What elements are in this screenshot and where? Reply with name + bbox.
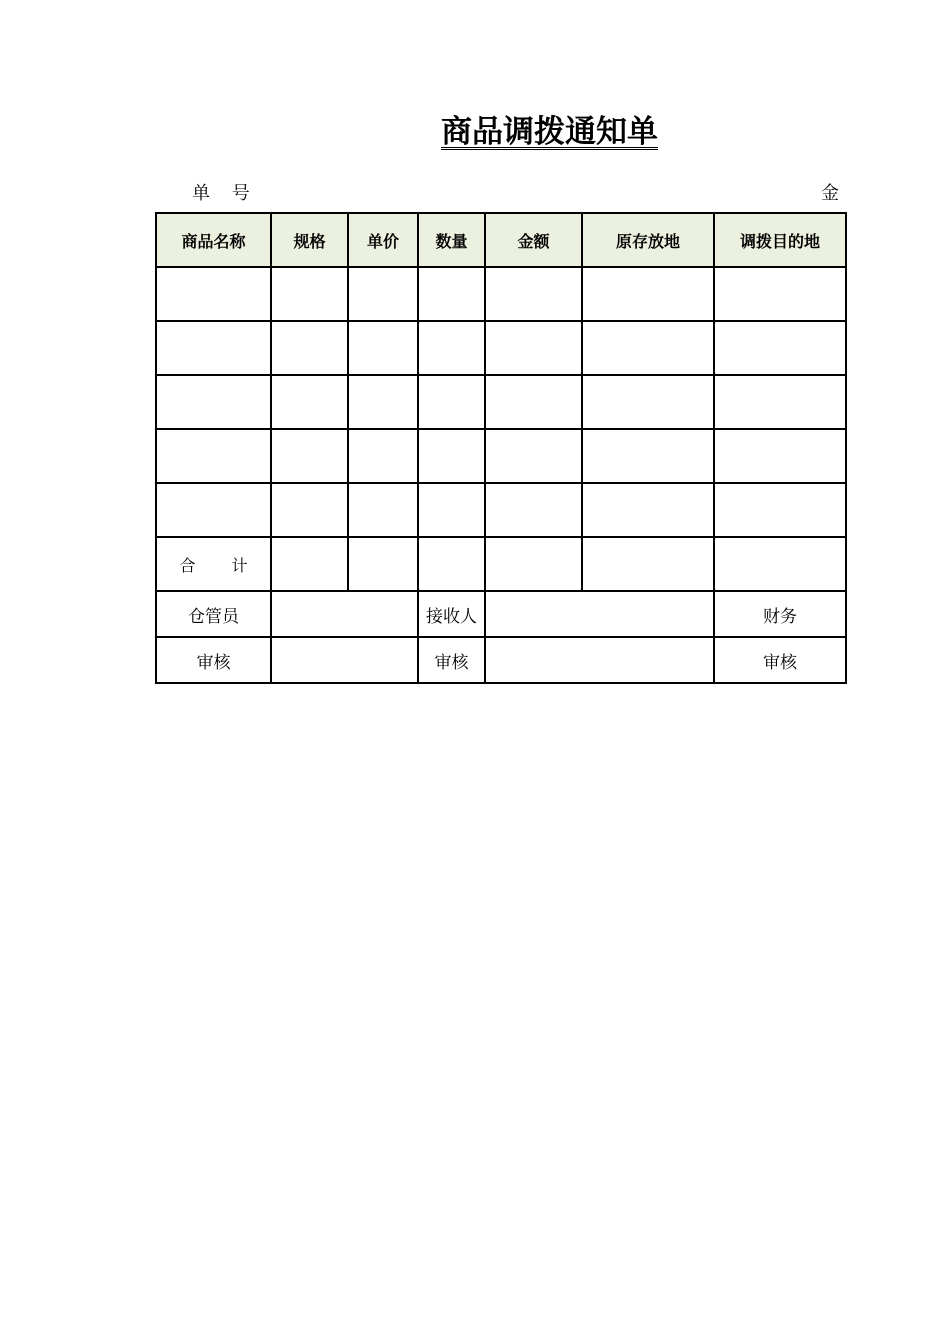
table-cell[interactable] bbox=[714, 267, 846, 321]
review-field-1[interactable] bbox=[271, 637, 418, 683]
table-cell[interactable] bbox=[485, 483, 582, 537]
total-label-right: 计 bbox=[231, 555, 248, 575]
table-cell[interactable] bbox=[418, 375, 485, 429]
table-cell[interactable] bbox=[714, 429, 846, 483]
table-cell[interactable] bbox=[348, 375, 418, 429]
header-quantity: 数量 bbox=[418, 213, 485, 267]
table-cell[interactable] bbox=[714, 483, 846, 537]
table-row bbox=[156, 429, 846, 483]
receiver-label: 接收人 bbox=[418, 591, 485, 637]
table-cell[interactable] bbox=[485, 267, 582, 321]
review-label-2: 审核 bbox=[418, 637, 485, 683]
table-cell[interactable] bbox=[485, 321, 582, 375]
table-cell[interactable] bbox=[156, 483, 271, 537]
clipped-date-label: 金 bbox=[821, 183, 839, 204]
header-amount: 金额 bbox=[485, 213, 582, 267]
table-cell[interactable] bbox=[156, 267, 271, 321]
total-label-left: 合 bbox=[179, 555, 196, 575]
table-row bbox=[156, 267, 846, 321]
total-original-location-cell[interactable] bbox=[582, 537, 714, 591]
table-cell[interactable] bbox=[271, 483, 348, 537]
header-unit-price: 单价 bbox=[348, 213, 418, 267]
total-specification-cell[interactable] bbox=[271, 537, 348, 591]
table-header-row bbox=[156, 213, 846, 267]
table-cell[interactable] bbox=[714, 321, 846, 375]
table-cell[interactable] bbox=[271, 267, 348, 321]
signature-row-1 bbox=[156, 591, 846, 637]
total-unit-price-cell[interactable] bbox=[348, 537, 418, 591]
table-cell[interactable] bbox=[418, 267, 485, 321]
table-cell[interactable] bbox=[582, 375, 714, 429]
table-cell[interactable] bbox=[485, 375, 582, 429]
table-cell[interactable] bbox=[156, 375, 271, 429]
table-cell[interactable] bbox=[271, 429, 348, 483]
table-cell[interactable] bbox=[348, 429, 418, 483]
total-destination-cell[interactable] bbox=[714, 537, 846, 591]
table-row bbox=[156, 375, 846, 429]
table-cell[interactable] bbox=[348, 267, 418, 321]
table-cell[interactable] bbox=[156, 321, 271, 375]
table-cell[interactable] bbox=[582, 321, 714, 375]
table-cell[interactable] bbox=[582, 267, 714, 321]
header-original-location: 原存放地 bbox=[582, 213, 714, 267]
header-specification: 规格 bbox=[271, 213, 348, 267]
document-title: 商品调拨通知单 bbox=[441, 114, 658, 150]
table-cell[interactable] bbox=[156, 429, 271, 483]
table-cell[interactable] bbox=[348, 483, 418, 537]
total-amount-cell[interactable] bbox=[485, 537, 582, 591]
table-cell[interactable] bbox=[348, 321, 418, 375]
transfer-table-container bbox=[155, 212, 830, 706]
header-destination: 调拨目的地 bbox=[714, 213, 846, 267]
warehouse-keeper-label: 仓管员 bbox=[156, 591, 271, 637]
header-product-name: 商品名称 bbox=[156, 213, 271, 267]
review-field-2[interactable] bbox=[485, 637, 714, 683]
table-cell[interactable] bbox=[714, 375, 846, 429]
table-cell[interactable] bbox=[418, 321, 485, 375]
table-cell[interactable] bbox=[582, 483, 714, 537]
table-cell[interactable] bbox=[418, 483, 485, 537]
review-label-1: 审核 bbox=[156, 637, 271, 683]
table-row bbox=[156, 321, 846, 375]
review-label-3: 审核 bbox=[714, 637, 846, 683]
table-cell[interactable] bbox=[485, 429, 582, 483]
total-row bbox=[156, 537, 846, 591]
table-cell[interactable] bbox=[271, 375, 348, 429]
warehouse-keeper-field[interactable] bbox=[271, 591, 418, 637]
total-quantity-cell[interactable] bbox=[418, 537, 485, 591]
table-cell[interactable] bbox=[418, 429, 485, 483]
table-row bbox=[156, 483, 846, 537]
total-label bbox=[156, 537, 271, 591]
table-cell[interactable] bbox=[271, 321, 348, 375]
transfer-table bbox=[155, 212, 847, 684]
finance-label: 财务 bbox=[714, 591, 846, 637]
table-cell[interactable] bbox=[582, 429, 714, 483]
order-number-label: 单 号 bbox=[192, 183, 258, 204]
receiver-field[interactable] bbox=[485, 591, 714, 637]
signature-row-2 bbox=[156, 637, 846, 683]
